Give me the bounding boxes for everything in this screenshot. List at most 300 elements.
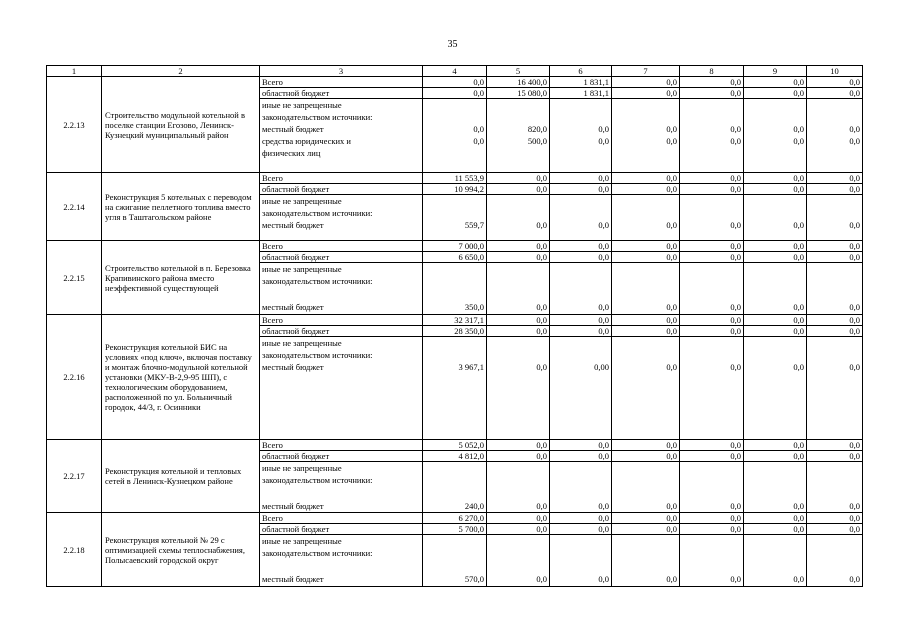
value-cell: 0,0 xyxy=(680,173,744,184)
value-legal: 0,0 xyxy=(793,136,804,146)
value-legal: 0,0 xyxy=(666,136,677,146)
value-cell: 4 812,0 xyxy=(423,451,487,462)
value-legal: 0,0 xyxy=(849,136,860,146)
value-cell-block xyxy=(550,462,612,513)
value-cell: 0,0 xyxy=(550,315,612,326)
value-legal: 0,0 xyxy=(473,136,484,146)
value-cell: 0,0 xyxy=(550,173,612,184)
spacer xyxy=(682,535,741,547)
spacer xyxy=(682,263,741,275)
value-cell: 0,0 xyxy=(550,524,612,535)
value-cell: 0,0 xyxy=(807,77,863,88)
value-cell: 0,0 xyxy=(550,326,612,337)
value-cell: 0,0 xyxy=(612,241,680,252)
value-local: 0,0 xyxy=(793,302,804,312)
measure-name: Строительство модульной котельной в поселке станции Егозово, Ленинск-Кузнецкий муниципальный район xyxy=(102,77,260,173)
value-local: 0,0 xyxy=(598,501,609,511)
value-cell: 5 700,0 xyxy=(423,524,487,535)
value-cell: 0,0 xyxy=(680,77,744,88)
value-cell: 0,0 xyxy=(487,252,550,263)
spacer xyxy=(746,275,804,287)
spacer xyxy=(809,535,860,547)
value-cell: 0,0 xyxy=(612,184,680,195)
spacer xyxy=(746,99,804,111)
source-label: законодательством источники: xyxy=(262,475,373,485)
spacer xyxy=(682,99,741,111)
value-legal: 500,0 xyxy=(527,136,547,146)
value-cell: 10 994,2 xyxy=(423,184,487,195)
value-cell: 32 317,1 xyxy=(423,315,487,326)
value-cell: 0,0 xyxy=(550,513,612,524)
column-header: 2 xyxy=(102,66,260,77)
value-local: 0,0 xyxy=(730,124,741,134)
value-cell-block xyxy=(487,462,550,513)
value-local: 0,0 xyxy=(536,501,547,511)
spacer xyxy=(425,462,484,474)
source-label-block xyxy=(260,195,423,241)
value-cell: 28 350,0 xyxy=(423,326,487,337)
source-label: Всего xyxy=(260,173,423,184)
spacer xyxy=(425,559,484,573)
value-cell: 0,0 xyxy=(807,326,863,337)
value-cell-block xyxy=(807,535,863,587)
value-cell: 0,0 xyxy=(807,252,863,263)
value-cell: 0,0 xyxy=(612,88,680,99)
spacer xyxy=(552,349,609,361)
spacer xyxy=(614,474,677,486)
source-label: местный бюджет xyxy=(262,220,324,230)
spacer xyxy=(489,559,547,573)
value-cell: 0,0 xyxy=(423,77,487,88)
value-cell: 0,0 xyxy=(807,88,863,99)
value-local: 0,0 xyxy=(730,302,741,312)
spacer xyxy=(809,462,860,474)
value-cell-block xyxy=(487,337,550,440)
spacer xyxy=(809,559,860,573)
column-header: 5 xyxy=(487,66,550,77)
source-label: местный бюджет xyxy=(262,302,324,312)
value-cell: 0,0 xyxy=(744,241,807,252)
source-label: областной бюджет xyxy=(260,88,423,99)
source-label: местный бюджет xyxy=(262,124,324,134)
spacer xyxy=(552,337,609,349)
value-cell: 0,0 xyxy=(550,184,612,195)
value-legal: 0,0 xyxy=(598,136,609,146)
value-local: 0,0 xyxy=(598,302,609,312)
spacer xyxy=(809,275,860,287)
measure-code: 2.2.17 xyxy=(47,440,102,513)
spacer xyxy=(682,275,741,287)
spacer xyxy=(262,486,420,500)
value-cell-block xyxy=(744,462,807,513)
column-header: 7 xyxy=(612,66,680,77)
spacer xyxy=(262,287,420,301)
spacer xyxy=(809,207,860,219)
value-local: 0,0 xyxy=(473,124,484,134)
value-local: 0,0 xyxy=(730,362,741,372)
spacer xyxy=(425,535,484,547)
spacer xyxy=(809,195,860,207)
value-cell: 0,0 xyxy=(807,524,863,535)
value-cell: 0,0 xyxy=(744,184,807,195)
value-cell: 0,0 xyxy=(487,440,550,451)
column-header: 1 xyxy=(47,66,102,77)
value-cell-block xyxy=(487,99,550,173)
value-cell-block xyxy=(744,263,807,315)
source-label: иные не запрещенные xyxy=(262,264,342,274)
value-cell-block xyxy=(612,99,680,173)
measure-name: Реконструкция котельной БИС на условиях «под ключ», включая поставку и монтаж блочно-модульной котельной установки (МКУ-В-2,9-95 ШП), с технологическим оборудованием, расположенной по ул. Больничный городок, 44/3, г. Осинники xyxy=(102,315,260,440)
value-local: 0,0 xyxy=(849,501,860,511)
value-cell: 0,0 xyxy=(744,513,807,524)
spacer xyxy=(552,263,609,275)
value-local: 0,0 xyxy=(793,220,804,230)
value-local: 820,0 xyxy=(527,124,547,134)
value-cell: 0,0 xyxy=(807,440,863,451)
spacer xyxy=(552,195,609,207)
value-cell: 0,0 xyxy=(487,173,550,184)
source-label: иные не запрещенные xyxy=(262,196,342,206)
measure-name: Строительство котельной в п. Березовка Крапивинского района вместо неэффективной существующей xyxy=(102,241,260,315)
value-local: 0,0 xyxy=(849,220,860,230)
source-label-block xyxy=(260,99,423,173)
value-cell: 0,0 xyxy=(744,440,807,451)
value-cell: 0,0 xyxy=(807,184,863,195)
value-cell: 0,0 xyxy=(487,451,550,462)
value-legal: 0,0 xyxy=(730,136,741,146)
value-cell-block xyxy=(680,263,744,315)
spacer xyxy=(489,474,547,486)
value-cell-block xyxy=(680,535,744,587)
value-cell-block xyxy=(612,195,680,241)
spacer xyxy=(614,263,677,275)
value-cell: 0,0 xyxy=(487,326,550,337)
spacer xyxy=(809,486,860,500)
source-label: законодательством источники: xyxy=(262,208,373,218)
spacer xyxy=(489,349,547,361)
value-cell: 0,0 xyxy=(744,524,807,535)
spacer xyxy=(746,486,804,500)
source-label: иные не запрещенные xyxy=(262,338,342,348)
value-cell-block xyxy=(612,263,680,315)
value-cell-block xyxy=(487,535,550,587)
value-cell-block xyxy=(807,263,863,315)
value-cell-block xyxy=(680,195,744,241)
spacer xyxy=(425,337,484,349)
spacer xyxy=(682,337,741,349)
value-cell-block xyxy=(744,195,807,241)
value-cell: 0,0 xyxy=(680,440,744,451)
value-cell-block xyxy=(680,337,744,440)
spacer xyxy=(552,559,609,573)
value-cell: 0,0 xyxy=(612,440,680,451)
value-cell-block xyxy=(423,99,487,173)
value-cell: 11 553,9 xyxy=(423,173,487,184)
value-cell: 0,0 xyxy=(680,513,744,524)
spacer xyxy=(746,474,804,486)
value-cell: 0,0 xyxy=(487,524,550,535)
spacer xyxy=(746,462,804,474)
column-header: 4 xyxy=(423,66,487,77)
spacer xyxy=(425,275,484,287)
value-local: 0,00 xyxy=(594,362,609,372)
spacer xyxy=(682,559,741,573)
spacer xyxy=(746,559,804,573)
value-cell-block xyxy=(612,337,680,440)
value-cell-block xyxy=(807,99,863,173)
source-label: местный бюджет xyxy=(262,574,324,584)
source-label: иные не запрещенные xyxy=(262,100,342,110)
table-row-total xyxy=(47,241,863,252)
value-cell-block xyxy=(807,337,863,440)
value-local: 559,7 xyxy=(464,220,484,230)
spacer xyxy=(682,462,741,474)
spacer xyxy=(809,263,860,275)
value-cell: 0,0 xyxy=(550,252,612,263)
value-cell: 0,0 xyxy=(550,451,612,462)
spacer xyxy=(809,99,860,111)
source-label: областной бюджет xyxy=(260,524,423,535)
source-label: иные не запрещенные xyxy=(262,463,342,473)
spacer xyxy=(489,207,547,219)
value-cell: 0,0 xyxy=(612,173,680,184)
value-local: 0,0 xyxy=(666,220,677,230)
table-row-total xyxy=(47,513,863,524)
page-number: 35 xyxy=(447,39,458,50)
spacer xyxy=(425,486,484,500)
measure-name: Реконструкция котельной № 29 с оптимизацией схемы теплоснабжения, Полысаевский городской округ xyxy=(102,513,260,587)
value-cell: 0,0 xyxy=(680,252,744,263)
value-local: 0,0 xyxy=(730,574,741,584)
spacer xyxy=(489,275,547,287)
source-label: законодательством источники: xyxy=(262,548,373,558)
spacer xyxy=(614,547,677,559)
value-cell-block xyxy=(680,99,744,173)
source-label-block xyxy=(260,535,423,587)
budget-table xyxy=(46,65,863,587)
value-cell-block xyxy=(423,535,487,587)
value-local: 0,0 xyxy=(793,501,804,511)
spacer xyxy=(614,486,677,500)
spacer xyxy=(682,547,741,559)
spacer xyxy=(425,474,484,486)
value-local: 0,0 xyxy=(666,362,677,372)
spacer xyxy=(425,287,484,301)
measure-code: 2.2.14 xyxy=(47,173,102,241)
source-label: областной бюджет xyxy=(260,326,423,337)
value-cell: 7 000,0 xyxy=(423,241,487,252)
value-cell-block xyxy=(807,195,863,241)
value-cell-block xyxy=(744,535,807,587)
value-local: 350,0 xyxy=(464,302,484,312)
value-cell-block xyxy=(550,535,612,587)
value-cell: 0,0 xyxy=(423,88,487,99)
value-cell: 0,0 xyxy=(680,88,744,99)
measure-code: 2.2.13 xyxy=(47,77,102,173)
table-row-total xyxy=(47,315,863,326)
value-cell-block xyxy=(487,195,550,241)
value-local: 0,0 xyxy=(793,124,804,134)
source-label: законодательством источники: xyxy=(262,350,373,360)
spacer xyxy=(809,349,860,361)
value-local: 0,0 xyxy=(666,574,677,584)
value-cell-block xyxy=(612,462,680,513)
value-cell: 0,0 xyxy=(680,241,744,252)
spacer xyxy=(809,337,860,349)
value-cell: 0,0 xyxy=(612,326,680,337)
value-local: 3 967,1 xyxy=(458,362,484,372)
spacer xyxy=(552,99,609,111)
table-row-total xyxy=(47,173,863,184)
value-local: 0,0 xyxy=(793,362,804,372)
value-cell-block xyxy=(423,462,487,513)
column-header: 8 xyxy=(680,66,744,77)
value-cell: 0,0 xyxy=(807,173,863,184)
spacer xyxy=(746,547,804,559)
spacer xyxy=(682,287,741,301)
value-local: 0,0 xyxy=(666,501,677,511)
spacer xyxy=(682,486,741,500)
value-cell-block xyxy=(807,462,863,513)
column-header: 10 xyxy=(807,66,863,77)
spacer xyxy=(552,486,609,500)
value-cell: 0,0 xyxy=(744,451,807,462)
value-cell-block xyxy=(550,99,612,173)
source-label: Всего xyxy=(260,241,423,252)
value-local: 0,0 xyxy=(536,220,547,230)
value-local: 0,0 xyxy=(849,574,860,584)
source-label: областной бюджет xyxy=(260,252,423,263)
value-cell: 0,0 xyxy=(744,315,807,326)
spacer xyxy=(489,99,547,111)
source-label: физических лиц xyxy=(262,148,321,158)
column-header: 9 xyxy=(744,66,807,77)
spacer xyxy=(746,111,804,123)
value-local: 0,0 xyxy=(849,124,860,134)
value-cell: 0,0 xyxy=(487,315,550,326)
value-cell: 0,0 xyxy=(487,184,550,195)
spacer xyxy=(614,287,677,301)
spacer xyxy=(809,287,860,301)
spacer xyxy=(489,486,547,500)
spacer xyxy=(489,535,547,547)
source-label-block xyxy=(260,263,423,315)
value-cell-block xyxy=(487,263,550,315)
column-header: 3 xyxy=(260,66,423,77)
spacer xyxy=(425,207,484,219)
value-cell: 0,0 xyxy=(680,315,744,326)
source-label: местный бюджет xyxy=(262,362,324,372)
value-local: 0,0 xyxy=(666,124,677,134)
spacer xyxy=(552,547,609,559)
value-cell: 0,0 xyxy=(744,252,807,263)
source-label: местный бюджет xyxy=(262,501,324,511)
value-cell: 0,0 xyxy=(680,184,744,195)
spacer xyxy=(614,111,677,123)
value-cell-block xyxy=(550,263,612,315)
value-cell-block xyxy=(423,337,487,440)
spacer xyxy=(746,337,804,349)
spacer xyxy=(552,462,609,474)
spacer xyxy=(614,462,677,474)
value-local: 0,0 xyxy=(536,574,547,584)
source-label: законодательством источники: xyxy=(262,276,373,286)
spacer xyxy=(262,559,420,573)
value-cell: 0,0 xyxy=(744,77,807,88)
value-cell-block xyxy=(423,263,487,315)
source-label: Всего xyxy=(260,440,423,451)
value-cell: 0,0 xyxy=(807,451,863,462)
value-cell: 1 831,1 xyxy=(550,88,612,99)
value-local: 0,0 xyxy=(793,574,804,584)
value-local: 0,0 xyxy=(666,302,677,312)
measure-name: Реконструкция котельной и тепловых сетей в Ленинск-Кузнецком районе xyxy=(102,440,260,513)
value-local: 0,0 xyxy=(598,124,609,134)
value-cell: 0,0 xyxy=(680,451,744,462)
value-cell-block xyxy=(680,462,744,513)
measure-name: Реконструкция 5 котельных с переводом на сжигание пеллетного топлива вместо угля в Таштагольском районе xyxy=(102,173,260,241)
spacer xyxy=(614,99,677,111)
spacer xyxy=(746,535,804,547)
spacer xyxy=(552,535,609,547)
source-label: Всего xyxy=(260,513,423,524)
spacer xyxy=(552,207,609,219)
spacer xyxy=(425,263,484,275)
source-label: областной бюджет xyxy=(260,451,423,462)
spacer xyxy=(425,349,484,361)
value-cell: 0,0 xyxy=(612,524,680,535)
spacer xyxy=(614,337,677,349)
spacer xyxy=(746,349,804,361)
spacer xyxy=(809,474,860,486)
spacer xyxy=(489,462,547,474)
spacer xyxy=(489,337,547,349)
value-cell-block xyxy=(423,195,487,241)
spacer xyxy=(746,263,804,275)
value-cell: 0,0 xyxy=(807,513,863,524)
spacer xyxy=(552,275,609,287)
spacer xyxy=(809,111,860,123)
value-cell: 0,0 xyxy=(744,326,807,337)
source-label: средства юридических и xyxy=(262,136,351,146)
spacer xyxy=(552,287,609,301)
value-cell: 5 052,0 xyxy=(423,440,487,451)
value-cell-block xyxy=(612,535,680,587)
spacer xyxy=(425,195,484,207)
value-cell: 0,0 xyxy=(744,173,807,184)
table-row-total xyxy=(47,440,863,451)
spacer xyxy=(682,474,741,486)
source-label: областной бюджет xyxy=(260,184,423,195)
spacer xyxy=(614,535,677,547)
source-label-block xyxy=(260,337,423,440)
value-cell: 0,0 xyxy=(550,440,612,451)
spacer xyxy=(614,207,677,219)
spacer xyxy=(489,547,547,559)
value-local: 570,0 xyxy=(464,574,484,584)
spacer xyxy=(425,547,484,559)
value-cell: 0,0 xyxy=(487,513,550,524)
value-cell-block xyxy=(744,337,807,440)
measure-code: 2.2.18 xyxy=(47,513,102,587)
value-cell: 0,0 xyxy=(807,315,863,326)
table-row-total xyxy=(47,77,863,88)
column-number-header xyxy=(47,66,863,77)
spacer xyxy=(552,111,609,123)
spacer xyxy=(682,195,741,207)
value-local: 0,0 xyxy=(849,362,860,372)
spacer xyxy=(614,195,677,207)
